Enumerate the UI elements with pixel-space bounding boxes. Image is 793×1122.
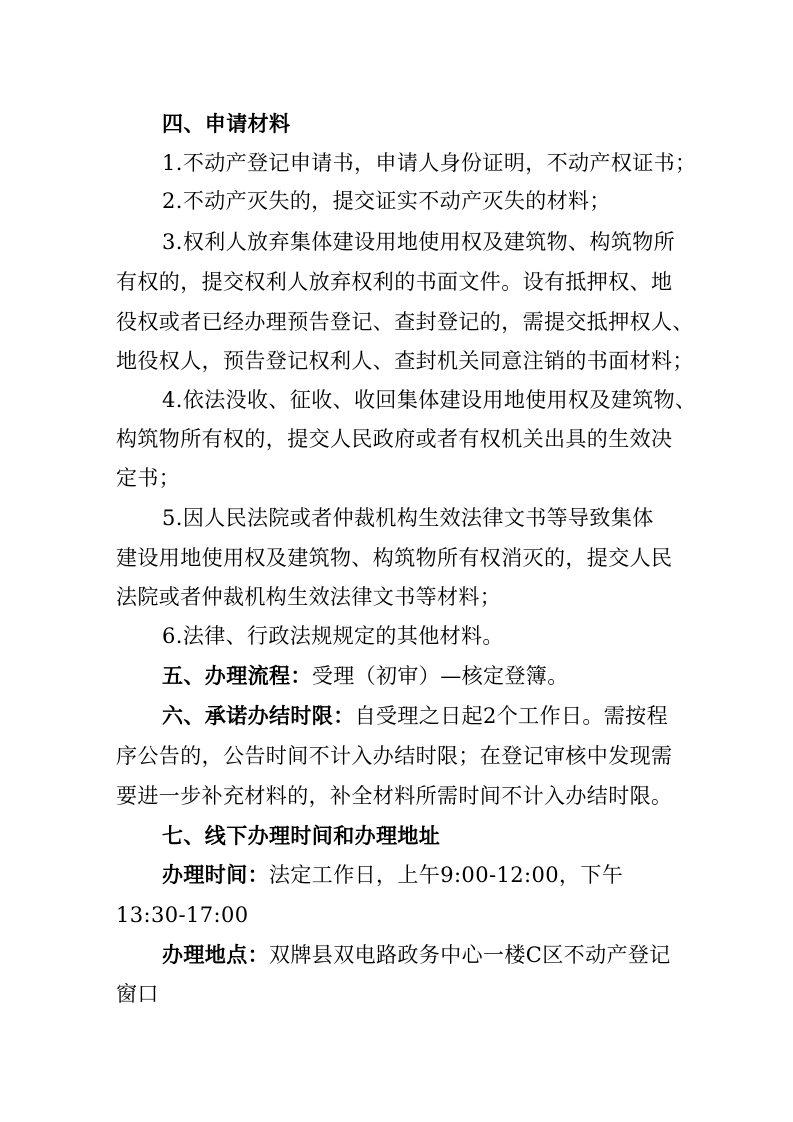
section6-line3: 要进一步补充材料的，补全材料所需时间不计入办结时限。 bbox=[116, 784, 673, 808]
section4-item4-line3: 定书； bbox=[116, 466, 181, 490]
section4-item5-line3: 法院或者仲裁机构生效法律文书等材料； bbox=[116, 585, 502, 609]
office-address-continuation: 窗口 bbox=[116, 982, 159, 1006]
office-address-line bbox=[162, 941, 671, 969]
section4-item5-line2: 建设用地使用权及建筑物、构筑物所有权消灭的，提交人民 bbox=[116, 546, 673, 570]
section5-label: 五、办理流程： bbox=[162, 664, 312, 688]
office-address-text: 双牌县双电路政务中心一楼C区不动产登记 bbox=[269, 943, 671, 967]
section5-paragraph bbox=[162, 662, 569, 690]
section4-item5-line1: 5.因人民法院或者仲裁机构生效法律文书等导致集体 bbox=[162, 506, 654, 530]
section6-paragraph bbox=[162, 702, 668, 730]
section4-item4-line2: 构筑物所有权的，提交人民政府或者有权机关出具的生效决 bbox=[116, 427, 673, 451]
section7-heading: 七、线下办理时间和办理地址 bbox=[162, 824, 441, 848]
office-hours-line bbox=[162, 861, 623, 889]
section4-item3-line4: 地役权人，预告登记权利人、查封机关同意注销的书面材料； bbox=[116, 349, 694, 373]
section4-item3-line3: 役权或者已经办理预告登记、查封登记的，需提交抵押权人、 bbox=[116, 310, 694, 334]
section6-line2: 序公告的，公告时间不计入办结时限；在登记审核中发现需 bbox=[116, 744, 673, 768]
section4-item2: 2.不动产灭失的，提交证实不动产灭失的材料； bbox=[162, 189, 611, 213]
office-hours-continuation: 13:30-17:00 bbox=[116, 903, 249, 927]
section5-text: 受理（初审）—核定登簿。 bbox=[311, 664, 569, 688]
office-hours-text: 法定工作日，上午9:00-12:00，下午 bbox=[269, 863, 624, 887]
section4-item3-line2: 有权的，提交权利人放弃权利的书面文件。设有抵押权、地 bbox=[116, 270, 673, 294]
section6-label: 六、承诺办结时限： bbox=[162, 704, 355, 728]
section4-item1: 1.不动产登记申请书，申请人身份证明，不动产权证书； bbox=[162, 151, 697, 175]
section4-item4-line1: 4.依法没收、征收、收回集体建设用地使用权及建筑物、 bbox=[162, 388, 697, 412]
section4-item3-line1: 3.权利人放弃集体建设用地使用权及建筑物、构筑物所 bbox=[162, 230, 676, 254]
section4-heading: 四、申请材料 bbox=[162, 112, 291, 136]
section6-text: 自受理之日起2个工作日。需按程 bbox=[354, 704, 668, 728]
section4-item6: 6.法律、行政法规规定的其他材料。 bbox=[162, 624, 504, 648]
office-address-label: 办理地点： bbox=[162, 943, 269, 967]
office-hours-label: 办理时间： bbox=[162, 863, 269, 887]
